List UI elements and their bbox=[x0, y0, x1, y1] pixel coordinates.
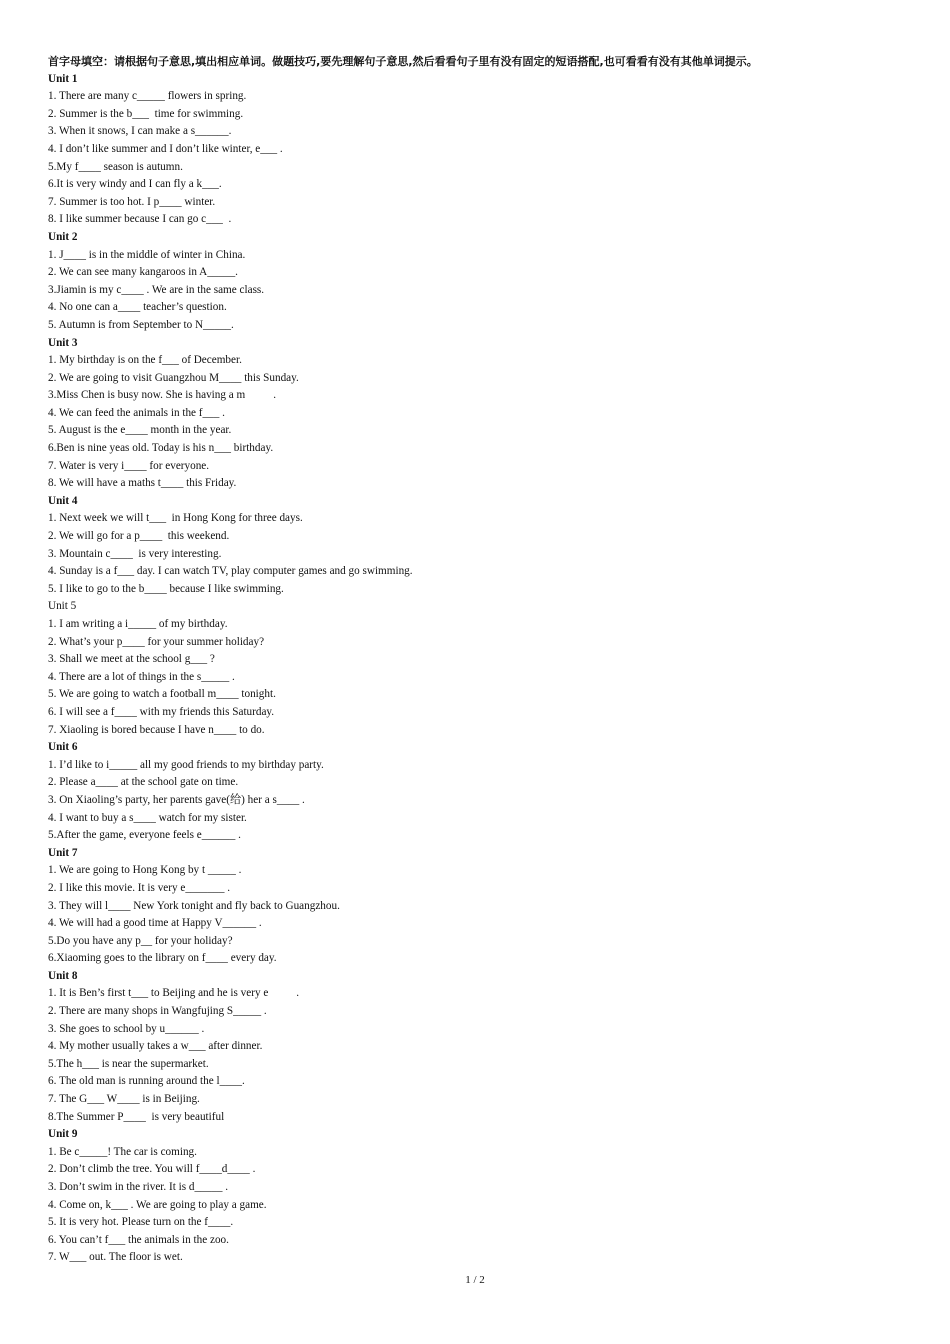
exercise-sentence: 1. My birthday is on the f___ of December. bbox=[48, 354, 242, 367]
unit-section bbox=[48, 1126, 908, 1267]
unit-heading: Unit 5 bbox=[48, 600, 77, 613]
unit-section bbox=[48, 229, 908, 335]
exercise-sentence: 8.The Summer P____ is very beautiful bbox=[48, 1110, 225, 1123]
exercise-sentence: 1. I’d like to i_____ all my good friends to my birthday party. bbox=[48, 758, 324, 771]
exercise-sentence: 6. You can’t f___ the animals in the zoo. bbox=[48, 1233, 229, 1246]
exercise-sentence: 5.The h___ is near the supermarket. bbox=[48, 1057, 209, 1070]
exercise-sentence: 6. I will see a f____ with my friends this Saturday. bbox=[48, 705, 275, 718]
exercise-sentence: 4. I don’t like summer and I don’t like winter, e___ . bbox=[48, 142, 283, 155]
document-page bbox=[48, 53, 908, 1267]
exercise-sentence: 2. We will go for a p____ this weekend. bbox=[48, 530, 230, 543]
exercise-sentence: 3. Mountain c____ is very interesting. bbox=[48, 547, 222, 560]
exercise-sentence: 7. Xiaoling is bored because I have n____ to do. bbox=[48, 723, 265, 736]
exercise-sentence: 4. There are a lot of things in the s_____ . bbox=[48, 670, 235, 683]
exercise-sentence: 2. Please a____ at the school gate on time. bbox=[48, 776, 239, 789]
exercise-sentence: 7. Water is very i____ for everyone. bbox=[48, 459, 210, 472]
exercise-sentence: 3. When it snows, I can make a s______. bbox=[48, 125, 232, 138]
exercise-sentence: 4. Sunday is a f___ day. I can watch TV, play computer games and go swimming. bbox=[48, 565, 413, 578]
unit-heading: Unit 7 bbox=[48, 846, 78, 859]
exercise-sentence: 1. J____ is in the middle of winter in China. bbox=[48, 248, 246, 261]
exercise-sentence: 2. We are going to visit Guangzhou M____ this Sunday. bbox=[48, 371, 299, 384]
exercise-sentence: 5. It is very hot. Please turn on the f____. bbox=[48, 1216, 234, 1229]
exercise-sentence: 6.It is very windy and I can fly a k___. bbox=[48, 178, 222, 191]
exercise-sentence: 5. I like to go to the b____ because I like swimming. bbox=[48, 582, 284, 595]
exercise-sentence: 4. We will had a good time at Happy V______ . bbox=[48, 917, 262, 930]
exercise-sentence: 5. We are going to watch a football m____ tonight. bbox=[48, 688, 276, 701]
exercise-sentence: 6.Ben is nine yeas old. Today is his n___ birthday. bbox=[48, 442, 274, 455]
page-number: 1 / 2 bbox=[465, 1274, 485, 1286]
exercise-sentence: 4. I want to buy a s____ watch for my sister. bbox=[48, 811, 247, 824]
exercise-sentence: 4. Come on, k___ . We are going to play a game. bbox=[48, 1198, 267, 1211]
exercise-sentence: 5.My f____ season is autumn. bbox=[48, 160, 183, 173]
unit-heading: Unit 1 bbox=[48, 72, 78, 85]
exercise-sentence: 3. Don’t swim in the river. It is d_____ . bbox=[48, 1181, 229, 1193]
unit-section bbox=[48, 493, 908, 599]
exercise-sentence: 7. The G___ W____ is in Beijing. bbox=[48, 1093, 200, 1106]
exercise-sentence: 3.Miss Chen is busy now. She is having a m . bbox=[48, 389, 276, 402]
exercise-sentence: 5. August is the e____ month in the year. bbox=[48, 424, 232, 437]
instruction-text: 首字母填空：请根据句子意思,填出相应单词。做题技巧,要先理解句子意思,然后看看句子里有没有固定的短语搭配,也可看看有没有其他单词提示。 bbox=[48, 55, 758, 68]
exercise-sentence: 8. We will have a maths t____ this Friday. bbox=[48, 477, 237, 490]
exercise-sentence: 1. We are going to Hong Kong by t _____ . bbox=[48, 864, 242, 877]
exercise-sentence: 5. Autumn is from September to N_____. bbox=[48, 318, 234, 331]
unit-heading: Unit 4 bbox=[48, 494, 78, 507]
exercise-sentence: 1. There are many c_____ flowers in spring. bbox=[48, 90, 247, 103]
exercise-sentence: 4. We can feed the animals in the f___ . bbox=[48, 406, 225, 419]
exercise-sentence: 7. W___ out. The floor is wet. bbox=[48, 1251, 183, 1264]
unit-heading: Unit 9 bbox=[48, 1128, 78, 1141]
unit-heading: Unit 8 bbox=[48, 969, 78, 982]
unit-section bbox=[48, 598, 908, 739]
exercise-sentence: 8. I like summer because I can go c___ . bbox=[48, 213, 232, 226]
exercise-sentence: 2. I like this movie. It is very e_______ . bbox=[48, 881, 231, 894]
exercise-sentence: 4. No one can a____ teacher’s question. bbox=[48, 301, 227, 314]
exercise-sentence: 7. Summer is too hot. I p____ winter. bbox=[48, 195, 216, 208]
exercise-sentence: 1. I am writing a i_____ of my birthday. bbox=[48, 618, 228, 630]
exercise-sentence: 3.Jiamin is my c____ . We are in the same class. bbox=[48, 283, 265, 296]
unit-section bbox=[48, 845, 908, 968]
exercise-sentence: 2. We can see many kangaroos in A_____. bbox=[48, 266, 238, 279]
exercise-sentence: 2. Don’t climb the tree. You will f____d____ . bbox=[48, 1163, 256, 1176]
exercise-sentence: 1. Be c_____! The car is coming. bbox=[48, 1145, 197, 1158]
unit-heading: Unit 6 bbox=[48, 741, 78, 754]
exercise-sentence: 3. They will l____ New York tonight and fly back to Guangzhou. bbox=[48, 899, 340, 912]
exercise-sentence: 6. The old man is running around the l____. bbox=[48, 1075, 245, 1088]
exercise-sentence: 6.Xiaoming goes to the library on f____ every day. bbox=[48, 952, 277, 965]
exercise-sentence: 3. She goes to school by u______ . bbox=[48, 1022, 205, 1035]
unit-section bbox=[48, 968, 908, 1126]
unit-section bbox=[48, 335, 908, 493]
exercise-sentence: 1. It is Ben’s first t___ to Beijing and he is very e . bbox=[48, 987, 300, 1000]
unit-heading: Unit 3 bbox=[48, 336, 78, 349]
exercise-sentence: 3. Shall we meet at the school g___ ? bbox=[48, 653, 215, 666]
units-container bbox=[48, 71, 908, 1267]
exercise-sentence: 2. There are many shops in Wangfujing S_____ . bbox=[48, 1005, 267, 1018]
exercise-sentence: 2. Summer is the b___ time for swimming. bbox=[48, 107, 244, 120]
exercise-sentence: 3. On Xiaoling’s party, her parents gave(给) her a s____ . bbox=[48, 793, 305, 806]
unit-heading: Unit 2 bbox=[48, 230, 78, 243]
exercise-sentence: 4. My mother usually takes a w___ after dinner. bbox=[48, 1040, 263, 1053]
exercise-sentence: 5.Do you have any p__ for your holiday? bbox=[48, 934, 233, 947]
unit-section bbox=[48, 739, 908, 845]
exercise-sentence: 2. What’s your p____ for your summer holiday? bbox=[48, 635, 265, 648]
exercise-sentence: 5.After the game, everyone feels e______ . bbox=[48, 829, 241, 842]
exercise-sentence: 1. Next week we will t___ in Hong Kong for three days. bbox=[48, 512, 303, 525]
unit-section bbox=[48, 71, 908, 229]
